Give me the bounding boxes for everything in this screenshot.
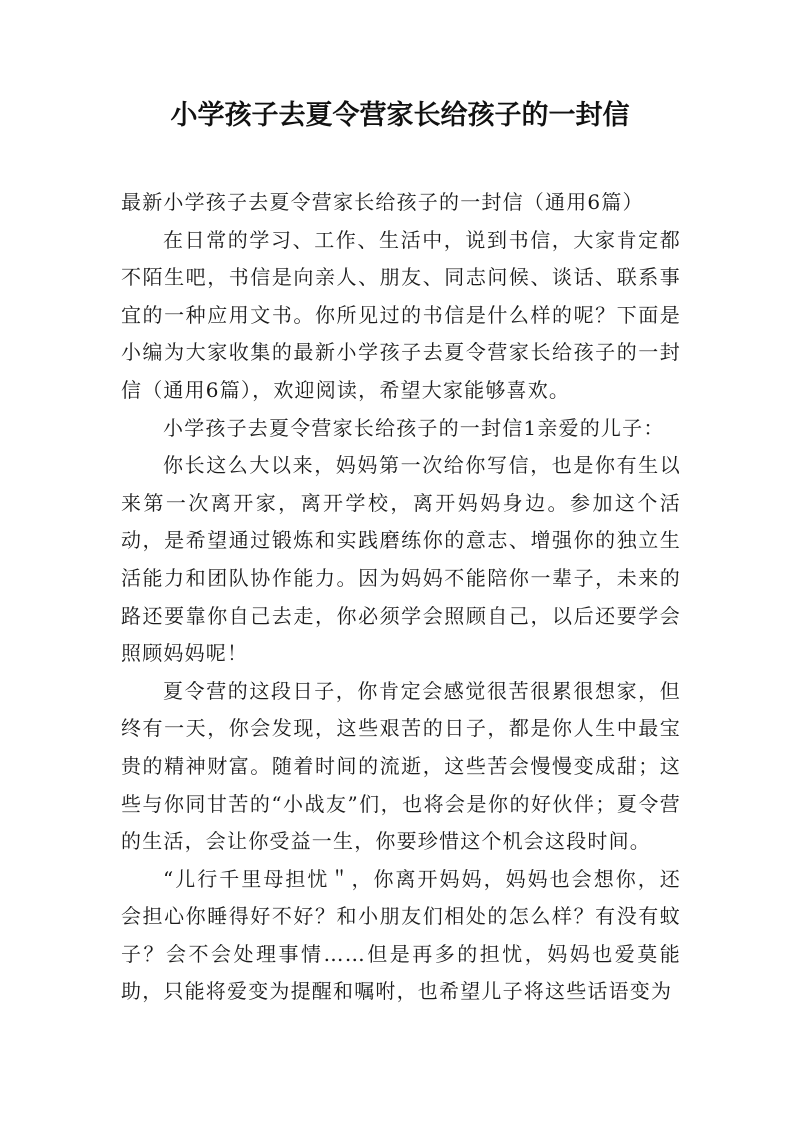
paragraph-letter-body-2: 夏令营的这段日子，你肯定会感觉很苦很累很想家，但终有一天，你会发现，这些艰苦的日子，都是你人生中最宝贵的精神财富。随着时间的流逝，这些苦会慢慢变成甜；这些与你同甘苦的“小战友”们，也将会是你的好伙伴；夏令营的生活，会让你受益一生，你要珍惜这个机会这段时间。 [121,678,681,854]
paragraph-letter-body-3: “儿行千里母担忧＂，你离开妈妈，妈妈也会想你，还会担心你睡得好不好？和小朋友们相处的怎么样？有没有蚊子？会不会处理事情……但是再多的担忧，妈妈也爱莫能助，只能将爱变为提醒和嘱咐，也希望儿子将这些话语变为 [121,866,681,1004]
document-subtitle: 最新小学孩子去夏令营家长给孩子的一封信（通用6篇） [121,190,644,214]
paragraph-intro: 在日常的学习、工作、生活中，说到书信，大家肯定都不陌生吧，书信是向亲人、朋友、同志问候、谈话、联系事宜的一种应用文书。你所见过的书信是什么样的呢？下面是小编为大家收集的最新小学孩子去夏令营家长给孩子的一封信（通用6篇），欢迎阅读，希望大家能够喜欢。 [121,227,681,402]
document-body [121,184,681,1011]
page-title: 小学孩子去夏令营家长给孩子的一封信 [170,100,630,131]
paragraph-letter-body-1: 你长这么大以来，妈妈第一次给你写信，也是你有生以来第一次离开家，离开学校，离开妈妈身边。参加这个活动，是希望通过锻炼和实践磨练你的意志、增强你的独立生活能力和团队协作能力。因为妈妈不能陪你一辈子，未来的路还要靠你自己去走，你必须学会照顾自己，以后还要学会照顾妈妈呢！ [121,453,681,666]
paragraph-letter-heading: 小学孩子去夏令营家长给孩子的一封信1亲爱的儿子： [163,415,665,440]
